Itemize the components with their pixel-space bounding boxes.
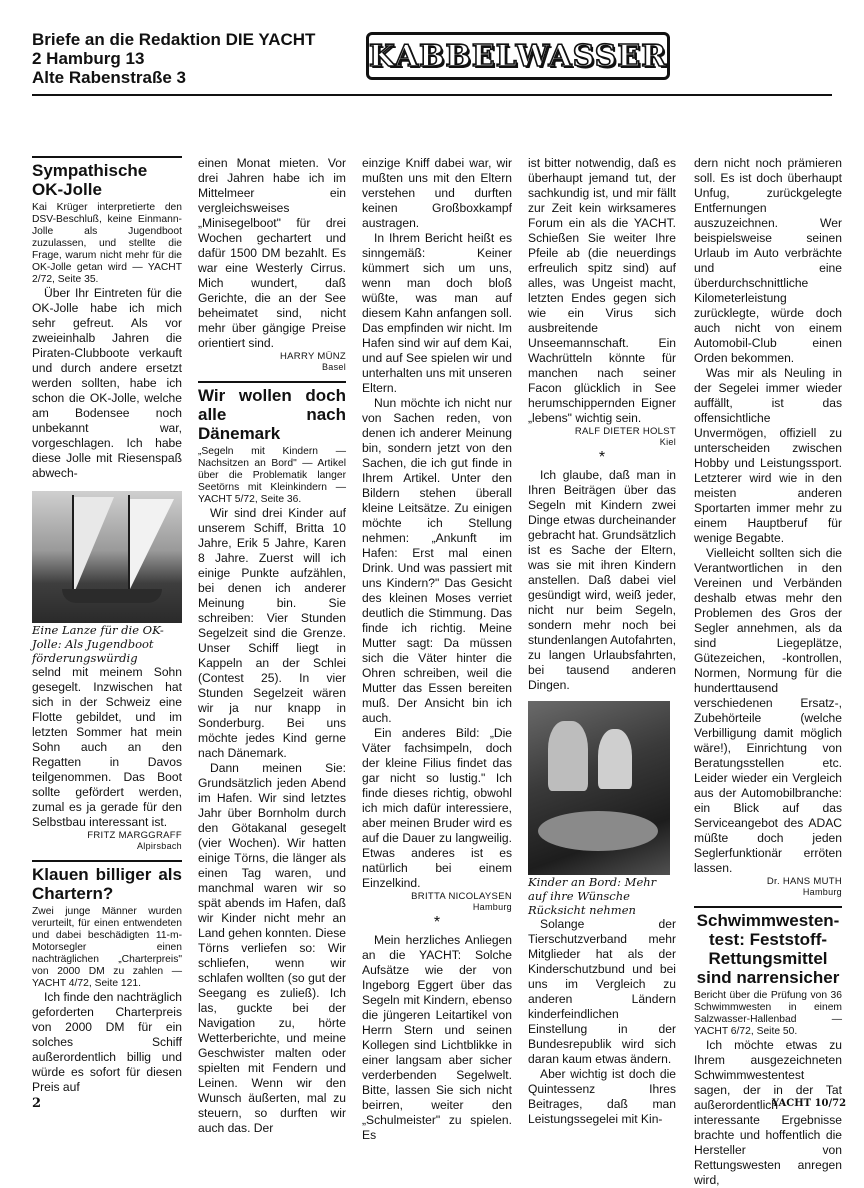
kinder-photo-caption: Kinder an Bord: Mehr auf ihre Wünsche Rücksicht nehmen xyxy=(528,875,657,917)
muth-text-1: Ich glaube, daß man in Ihren Beiträgen über das Segeln mit Kindern zwei Dinge etwas durcheinander gebracht hat. Grundsätzlich ist es Sache der Eltern, was sie mit ihren Kindern anstellen. Daß dabei viel gesündigt wird, weiß jeder, nicht nur beim Segeln, sondern mehr noch bei stundenlangen Autofahrten, zu langen Urlaubsfahrten, bei tausend anderen Dingen. xyxy=(528,468,676,692)
kinder-an-bord-photo xyxy=(528,701,670,875)
daenemark-text-6: Ein anderes Bild: „Die Väter fachsimpeln, doch der kleine Filius findet das gar nicht so lustig." Ich finde dieses richtig, obwohl ich mich dafür interessiere, aber meinen Bruder wird es auf die Dauer zu langweilig. Etwas anderes ist es natürlich bei einem Einzelkind. xyxy=(362,726,512,890)
holst-signature xyxy=(528,426,676,448)
daenemark-signature xyxy=(362,891,512,913)
muth-signature xyxy=(694,876,842,898)
column-1 xyxy=(32,156,182,1095)
column-4 xyxy=(528,156,676,1127)
kabbelwasser-masthead xyxy=(366,32,670,80)
issue-label: YACHT 10/72 xyxy=(772,1098,847,1109)
klauen-intro: Zwei junge Männer wurden verurteilt, für einen entwendeten und dabei beschädigten 11-m-Motorsegler einen nachträglichen „Charterpreis" von 2000 DM zu zahlen — YACHT 4/72, Seite 121. xyxy=(32,906,182,989)
muth-author-place: Hamburg xyxy=(802,887,842,897)
holst-author: RALF DIETER HOLST xyxy=(574,426,676,437)
article-klauen xyxy=(32,860,182,1095)
masthead-title: KABBELWASSER xyxy=(368,38,668,74)
daenemark-headline: Wir wollen doch alle nach Dänemark xyxy=(198,386,346,443)
muth-text-5: Was mir als Neuling in der Segelei immer wieder auffällt, ist das offensichtliche Unvermögen, offiziell zu unterscheiden zwischen Hobby und Leistungssport. Letzterer wird wie in den meisten anderen Sportarten immer mehr zu einem Hauptberuf für wenige Begabte. xyxy=(694,366,842,545)
daenemark-text-4: In Ihrem Bericht heißt es sinngemäß: Keiner kümmert sich um uns, wenn man doch bloß wüßte, was man auf diesem Kahn anfangen soll. Das empfinden wir nicht. Im Hafen sind wir auf dem Kai, und auf See spielen wir und unterhalten uns mit unseren Eltern. xyxy=(362,231,512,395)
holst-text-2: ist bitter notwendig, daß es überhaupt jemand tut, der sachkundig ist, und mir fällt zur Zeit kein wirksameres Forum ein als die YACHT. Schießen Sie weiter Ihre Pfeile ab (die neuerdings erfreulich spitz sind) auf alles, was Ungeist macht, letzten Endes gegen sich wie ein Virus sich ausbreitende Unseemannschaft. Ein Wachrütteln könnte für manchen nach seiner Facon glücklich in See herumschippernden Eigner „lebens" wichtig sein. xyxy=(528,156,676,425)
daenemark-text-2: Dann meinen Sie: Grundsätzlich jeden Abend im Hafen. Wir sind letztes Jahr über Bornholm durch den Götakanal gesegelt (vier Wochen). Wir hatten einige Törns, die länger als einen Tag waren, und manchmal waren wir so spät abends im Hafen, daß wir Kinder nicht mehr an Land gehen konnten. Diese Törns verliefen so: Wir schliefen, wenn wir schlafen wollten (so gut der Seegang es zuließ). Ich las, guckte bei der Navigation zu, hörte Wetterberichte, und meine Geschwister malten oder spielten mit Fendern und Leinen. Wenn wir den Wunsch äußerten, mal zu steuern, so durften wir auch das. Der xyxy=(198,761,346,1135)
column-2 xyxy=(198,156,346,1136)
klauen-text-1: Ich finde den nachträglich geforderten Charterpreis von 2000 DM für ein solches Schiff außerordentlich billig und würde es sofort für diesen Preis auf xyxy=(32,990,182,1094)
column-5 xyxy=(694,156,842,1188)
column-3 xyxy=(362,156,512,1143)
daenemark-author-place: Hamburg xyxy=(472,902,512,912)
article-daenemark xyxy=(198,381,346,1136)
klauen-author-place: Basel xyxy=(321,362,346,372)
daenemark-text-5: Nun möchte ich nicht nur von Sachen reden, von denen ich anderer Meinung bin, sondern jetzt von den Sachen, die ich gut finde in Ihrem Artikel. Unter den Bildern stehen überall kleine Leitsätze. Zu einigen möchte ich Stellung nehmen: „Ankunft im Hafen: Erst mal einen Drink. Und was passiert mit uns Kindern?" Das Gesicht des kleinen Moses verriet deutlich die Stimmung. Das finde ich richtig. Meine Mutter sagt: Da müssen sich die Väter hinter die Ohren schreiben, weil die Mutter das Essen bereiten muß. Der Ansicht bin ich auch. xyxy=(362,396,512,725)
separator-star-1: * xyxy=(433,914,441,931)
page-number: 2 xyxy=(32,1096,42,1111)
klauen-author: HARRY MÜNZ xyxy=(280,351,346,362)
okjolle-author: FRITZ MARGGRAFF xyxy=(87,830,182,841)
muth-text-6: Vielleicht sollten sich die Verantwortlichen in den Vereinen und Verbänden deshalb etwas mehr den Problemen des Gros der Segler annehmen, als da sind Liegeplätze, Gütezeichen, -kontrollen, Normen, Normung für die hunderttausend verschiedenen Ersatz-, Zubehörteile (welche Verbilligung damit möglich wäre!), Einrichtung von Beratungsstellen etc. Leider wieder ein Vergleich aus der Automobilbranche: ein Blick auf das Serviceangebot des ADAC müßte doch jeden Seglerfunktionär erröten lassen. xyxy=(694,546,842,875)
daenemark-text-1: Wir sind drei Kinder auf unserem Schiff, Britta 10 Jahre, Erik 5 Jahre, Karen 8 Jahre. Zuerst will ich einige Punkte aufzählen, bei denen ich anderer Meinung bin. Sie schreiben: Vier Stunden Segelzeit sind die Grenze. Unser Schiff liegt in Kappeln an der Schlei (Contest 25). In vier Stunden Segelzeit wären wir ja nur knapp in Sonderburg. Bei uns möchte jedes Kind gerne nach Dänemark. xyxy=(198,506,346,760)
okjolle-photo-caption: Eine Lanze für die OK-Jolle: Als Jugendboot förderungswürdig xyxy=(32,623,164,665)
schwimmwesten-intro: Bericht über die Prüfung von 36 Schwimmwesten in einem Salzwasser-Hallenbad — YACHT 6/72, Seite 50. xyxy=(694,990,842,1037)
holst-text-1: Mein herzliches Anliegen an die YACHT: Solche Aufsätze wie der von Ingeborg Eggert über das Segeln mit Kindern, ebenso die jüngeren Leitartikel von Herrn Stern und seinen Kollegen sind Lichtblikke in einer langsam aber sicher verderbenden Segelwelt. Bitte, lassen Sie sich nicht beirren, weiter den „Schulmeister" zu spielen. Es xyxy=(362,933,512,1142)
muth-text-4: dern nicht noch prämieren soll. Es ist doch überhaupt Unfug, zurückgelegte Entfernungen auszuzeichnen. Wer beispielsweise seinen Urlaub im Auto verbrächte und eine überdurchschnittliche Kilometerleistung zurücklegte, würde doch auch nicht von einem Automobil-Club einen Orden bekommen. xyxy=(694,156,842,365)
daenemark-text-3: einzige Kniff dabei war, wir mußten uns mit den Eltern verstehen und durften keinen Großboxkampf austragen. xyxy=(362,156,512,230)
separator-star-2: * xyxy=(598,449,606,466)
okjolle-intro: Kai Krüger interpretierte den DSV-Beschluß, keine Einmann-Jolle als Jugendboot zuzulassen, und stellte die Frage, warum nicht mehr für die OK-Jolle getan wird — YACHT 2/72, Seite 35. xyxy=(32,202,182,285)
okjolle-signature xyxy=(32,830,182,852)
holst-author-place: Kiel xyxy=(659,437,676,447)
okjolle-author-place: Alpirsbach xyxy=(136,841,182,851)
klauen-headline: Klauen billiger als Chartern? xyxy=(32,865,182,903)
muth-text-3: Aber wichtig ist doch die Quintessenz Ihres Beitrages, daß man Leistungssegelei mit Kin- xyxy=(528,1067,676,1126)
okjolle-photo xyxy=(32,491,182,623)
schwimmwesten-text-1: Ich möchte etwas zu Ihrem ausgezeichneten Schwimmwestentest sagen, der in der Tat außerordentlich interessante Ergebnisse brachte und hoffentlich die Hersteller von Rettungswesten anregen wird, xyxy=(694,1038,842,1187)
article-okjolle xyxy=(32,156,182,852)
editorial-address-line3: Alte Rabenstraße 3 xyxy=(32,68,186,87)
daenemark-author: BRITTA NICOLAYSEN xyxy=(411,891,512,902)
klauen-signature xyxy=(198,351,346,373)
schwimmwesten-headline: Schwimmwesten-test: Feststoff-Rettungsmittel sind narrensicher xyxy=(696,911,840,987)
daenemark-intro: „Segeln mit Kindern — Nachsitzen an Bord" — Artikel über die Problematik langer Seetörns mit Kleinkindern — YACHT 5/72, Seite 36. xyxy=(198,446,346,505)
header-rule xyxy=(32,94,832,96)
okjolle-text-2: selnd mit meinem Sohn gesegelt. Inzwischen hat sich in der Schweiz eine Flotte gebildet, und im letzten Sommer hat mein Sohn auch an den Regatten in Davos teilgenommen. Das Boot sollte gefördert werden, zumal es ja gerade für den Selbstbau interessant ist. xyxy=(32,665,182,829)
editorial-address-line1: Briefe an die Redaktion DIE YACHT xyxy=(32,30,316,49)
muth-text-2: Solange der Tierschutzverband mehr Mitglieder hat als der Kinderschutzbund und bei uns im Vergleich zu anderen Ländern kinderfeindlichen Einstellung in der Bundesrepublik wird sich daran kaum etwas ändern. xyxy=(528,917,676,1066)
klauen-text-2: einen Monat mieten. Vor drei Jahren habe ich im Mittelmeer ein vergleichsweises „Minisegelboot" für drei Wochen gechartert und dafür 1500 DM bezahlt. Es war eine Westerly Cirrus. Mich wundert, daß Gerichte, die an der See beheimatet sind, nicht mehr über gängige Preise orientiert sind. xyxy=(198,156,346,350)
editorial-address-line2: 2 Hamburg 13 xyxy=(32,49,145,68)
okjolle-headline: Sympathische OK-Jolle xyxy=(32,161,148,199)
article-schwimmwesten xyxy=(694,906,842,1188)
okjolle-text-1: Über Ihr Eintreten für die OK-Jolle habe ich mich sehr gefreut. Als vor zweieinhalb Jahren die Piraten-Clubboote verkauft und durch andere ersetzt werden sollten, habe ich schon die OK-Jolle, welche am Bodensee noch unbekannt war, vorgeschlagen. Ich habe diese Jolle mit Riesenspaß abwech- xyxy=(32,286,182,480)
muth-author: Dr. HANS MUTH xyxy=(766,876,842,887)
